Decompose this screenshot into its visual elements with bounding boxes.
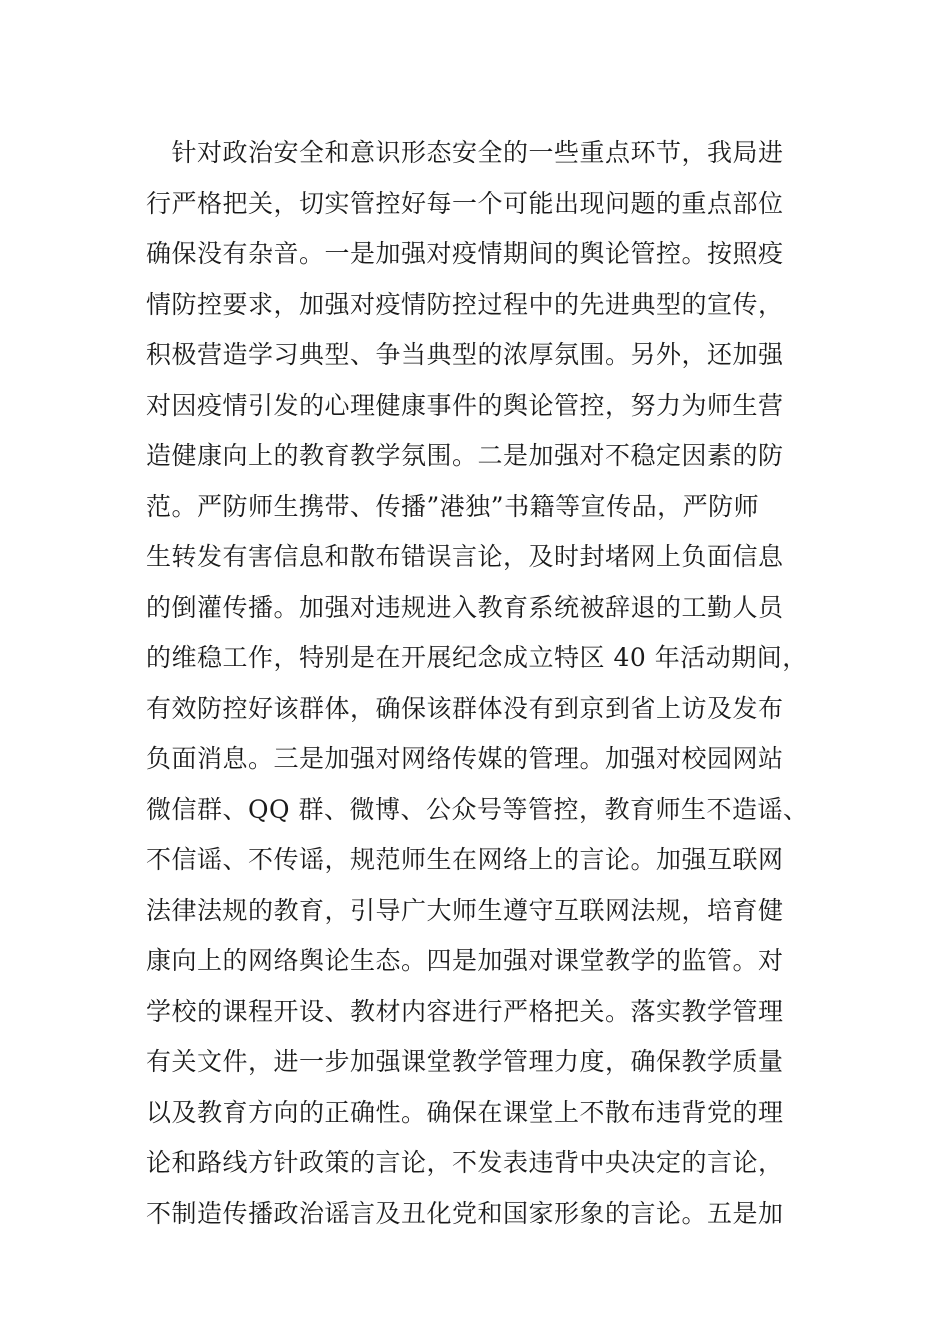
text-line-19: 有关文件，进一步加强课堂教学管理力度，确保教学质量 xyxy=(146,1047,784,1076)
text-line-16: 法律法规的教育，引导广大师生遵守互联网法规，培育健 xyxy=(146,895,784,925)
text-line-4: 情防控要求，加强对疫情防控过程中的先进典型的宣传， xyxy=(146,289,784,319)
text-line-3: 确保没有杂音。一是加强对疫情期间的舆论管控。按照疫 xyxy=(146,239,784,268)
body-paragraph xyxy=(146,128,826,1239)
text-line-10: 的倒灌传播。加强对违规进入教育系统被辞退的工勤人员 xyxy=(146,592,784,622)
text-line-21: 论和路线方针政策的言论，不发表违背中央决定的言论， xyxy=(146,1148,784,1177)
text-line-14: 微信群、QQ 群、微博、公众号等管控，教育师生不造谣、 xyxy=(146,794,809,824)
text-line-13: 负面消息。三是加强对网络传媒的管理。加强对校园网站 xyxy=(146,744,784,773)
text-line-15: 不信谣、不传谣，规范师生在网络上的言论。加强互联网 xyxy=(146,845,784,874)
text-line-2: 行严格把关，切实管控好每一个可能出现问题的重点部位 xyxy=(146,188,784,218)
text-line-1: 针对政治安全和意识形态安全的一些重点环节，我局进 xyxy=(146,138,784,167)
text-line-5: 积极营造学习典型、争当典型的浓厚氛围。另外，还加强 xyxy=(146,340,784,369)
text-line-8: 范。严防师生携带、传播”港独”书籍等宣传品，严防师 xyxy=(146,491,760,521)
text-line-20: 以及教育方向的正确性。确保在课堂上不散布违背党的理 xyxy=(146,1097,784,1127)
text-line-22: 不制造传播政治谣言及丑化党和国家形象的言论。五是加 xyxy=(146,1198,784,1228)
text-line-17: 康向上的网络舆论生态。四是加强对课堂教学的监管。对 xyxy=(146,946,784,975)
text-line-7: 造健康向上的教育教学氛围。二是加强对不稳定因素的防 xyxy=(146,441,784,470)
text-line-6: 对因疫情引发的心理健康事件的舆论管控，努力为师生营 xyxy=(146,390,784,420)
text-line-11: 的维稳工作，特别是在开展纪念成立特区 40 年活动期间， xyxy=(146,643,808,672)
text-line-12: 有效防控好该群体，确保该群体没有到京到省上访及发布 xyxy=(146,693,784,723)
text-line-18: 学校的课程开设、教材内容进行严格把关。落实教学管理 xyxy=(146,996,784,1026)
text-line-9: 生转发有害信息和散布错误言论，及时封堵网上负面信息 xyxy=(146,542,784,571)
